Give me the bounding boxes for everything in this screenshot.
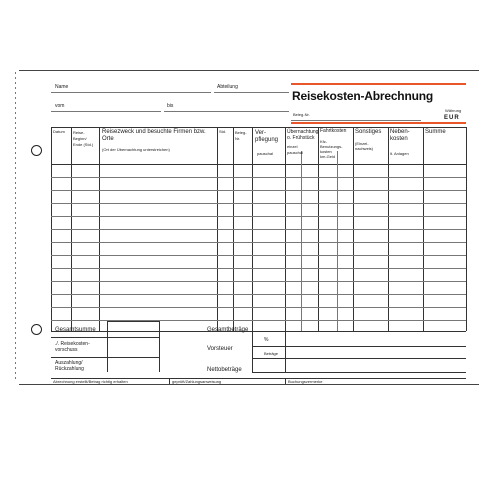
- col-additional-sub: lt. Anlagen: [390, 151, 409, 156]
- net-amounts-label: Nettobeträge: [207, 367, 242, 373]
- table-row[interactable]: [51, 307, 466, 308]
- input-tax-label: Vorsteuer: [207, 346, 233, 352]
- col-travel-costs-sub2: km-Geld: [320, 154, 336, 159]
- advance-label: ./. Reisekosten-vorschuss: [55, 341, 90, 353]
- punch-hole-bottom: [31, 324, 42, 335]
- col-hours: Std.: [219, 129, 227, 134]
- table-row[interactable]: [51, 216, 466, 217]
- title-accent-bar-bottom: [291, 122, 466, 124]
- col-travel-costs: Fahrtkosten: [320, 128, 347, 134]
- col-lodging: Übernachtung o. Frühstück: [287, 129, 319, 141]
- currency-value: EUR: [444, 115, 460, 121]
- total-amounts-label: Gesamtbeträge: [207, 327, 249, 333]
- table-row[interactable]: [51, 281, 466, 282]
- col-lodging-sub2: pauschal: [287, 150, 304, 155]
- table-row[interactable]: [51, 229, 466, 230]
- department-label: Abteilung: [217, 84, 238, 90]
- table-row[interactable]: [51, 177, 466, 178]
- col-travel-costs-sub1: Kfz-Benutzungs-kosten: [320, 139, 343, 154]
- currency-label: Währung: [445, 108, 462, 113]
- payout-label: Auszahlung/ Rückzahlung: [55, 360, 84, 372]
- receipt-no-label: Beleg-Nr.: [293, 112, 310, 117]
- col-misc: Sonstiges: [355, 129, 382, 135]
- col-purpose-sub: (Ort der Übernachtung unterstreichen): [102, 147, 170, 152]
- col-travel-begin-end: Reise-Beginn/ Ende (Std.): [73, 130, 94, 147]
- settlement-received-label: Abrechnung erstellt/Betrag richtig erhalten: [53, 379, 128, 384]
- col-receipt: Beleg-Nr.: [235, 130, 247, 141]
- col-additional: Neben-kosten: [390, 129, 410, 142]
- col-purpose: Reisezweck und besuchte Firmen bzw. Orte: [102, 129, 206, 142]
- checked-payment-label: geprüft/Zahlungsanweisung: [172, 379, 222, 384]
- percent-sign: %: [264, 337, 269, 343]
- until-label: bis: [167, 103, 174, 109]
- col-misc-sub: (Einzel-nachweis): [355, 141, 374, 151]
- col-sum: Summe: [425, 129, 446, 135]
- name-line[interactable]: [51, 92, 211, 93]
- table-row[interactable]: [51, 268, 466, 269]
- punch-hole-top: [31, 145, 42, 156]
- table-row[interactable]: [51, 203, 466, 204]
- table-row[interactable]: [51, 255, 466, 256]
- from-date-line[interactable]: [51, 111, 161, 112]
- name-label: Name: [55, 84, 69, 90]
- col-lodging-sub1: einzel: [287, 144, 298, 149]
- amounts-label: Beträge: [264, 351, 279, 356]
- until-date-line[interactable]: [164, 111, 289, 112]
- department-line[interactable]: [214, 92, 289, 93]
- title-accent-bar: [291, 83, 466, 85]
- receipt-no-line[interactable]: [291, 120, 421, 121]
- perforation-edge: [0, 70, 19, 383]
- table-row[interactable]: [51, 294, 466, 295]
- travel-expense-form: [19, 70, 479, 385]
- booking-notes-label: Buchungsvermerke: [288, 379, 323, 384]
- form-title: Reisekosten-Abrechnung: [292, 89, 433, 103]
- col-date: Datum: [53, 129, 65, 134]
- col-meals-sub: pauschal: [257, 151, 274, 156]
- table-row[interactable]: [51, 190, 466, 191]
- col-meals: Ver-pflegung: [255, 130, 279, 143]
- grand-total-label: Gesamtsumme: [55, 327, 96, 333]
- table-row[interactable]: [51, 242, 466, 243]
- from-label: vom: [55, 103, 65, 109]
